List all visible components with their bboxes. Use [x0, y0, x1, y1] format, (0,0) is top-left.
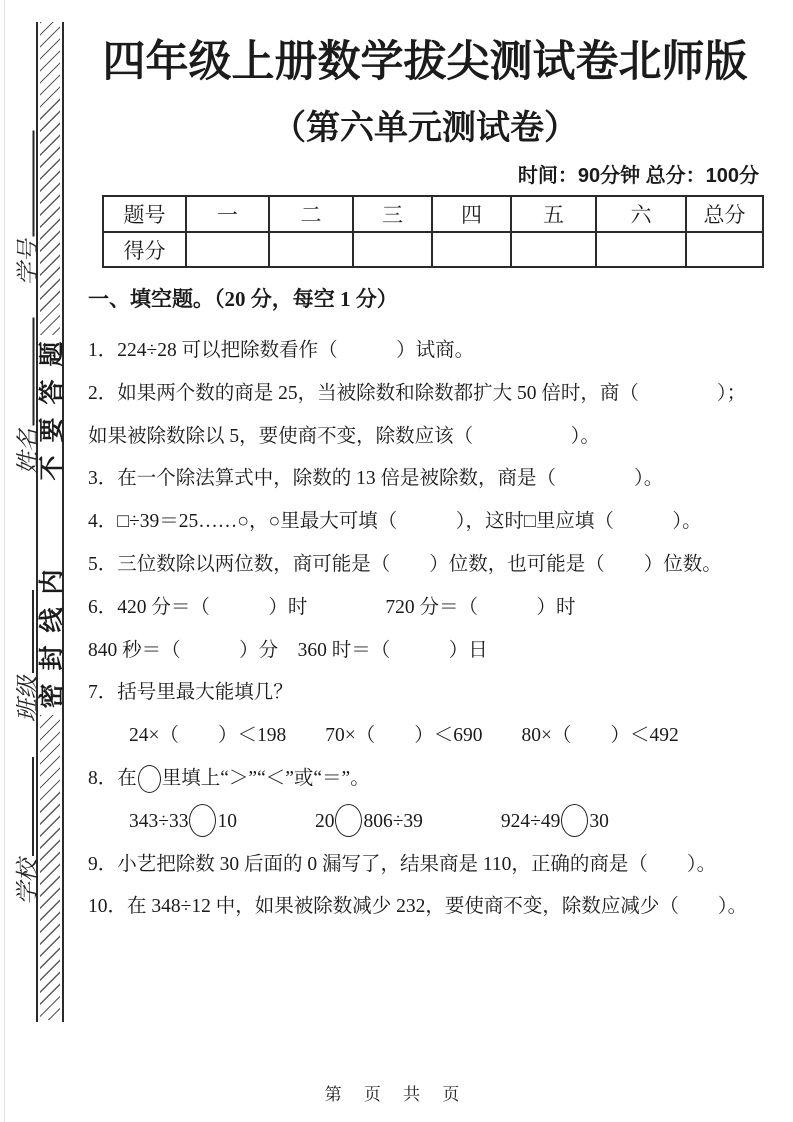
- question-1: 1．224÷28 可以把除数看作（ ）试商。: [88, 340, 475, 361]
- class-blank-line: [17, 590, 34, 673]
- question-2-line1: 2．如果两个数的商是 25，当被除数和除数都扩大 50 倍时，商（ ）；: [88, 382, 747, 404]
- question-8-exercises: [88, 801, 788, 844]
- school-field: [11, 757, 39, 905]
- q8-expression: 10 20: [217, 810, 335, 832]
- comparison-circle-icon: [189, 804, 216, 837]
- q8-expression: 30: [589, 810, 609, 832]
- question-5: 5．三位数除以两位数，商可能是（ ）位数，也可能是（ ）位数。: [88, 553, 722, 575]
- score-table-header-cell: 二: [269, 196, 353, 232]
- question-8-text-post: 里填上“＞”“＜”或“＝”。: [161, 767, 370, 789]
- school-label: 学校: [14, 859, 40, 905]
- name-blank-line: [17, 318, 34, 426]
- student-number-blank-line: [17, 131, 34, 237]
- page-number-footer: 第 页 共 页: [324, 1085, 469, 1104]
- score-table: [102, 195, 764, 268]
- score-table-header-cell: 五: [511, 196, 596, 232]
- seal-hatch-bottom: [40, 715, 60, 1020]
- question-7: 7．括号里最大能填几？: [88, 682, 293, 704]
- score-table-score-row: [103, 232, 763, 267]
- seal-char: 内: [39, 569, 66, 595]
- seal-char: 要: [39, 417, 66, 443]
- score-table-header-row: [103, 196, 763, 232]
- question-8-text-pre: 8．在: [88, 767, 137, 789]
- score-cell-empty: [186, 232, 269, 267]
- name-label: 姓名: [15, 428, 40, 475]
- score-cell-empty: [686, 232, 763, 267]
- question-2-line2: 如果被除数除以 5，要使商不变，除数应该（ ）。: [88, 425, 600, 447]
- time-and-score-info: 时间：90分钟 总分：100分: [517, 165, 759, 187]
- page-subtitle: （第六单元测试卷）: [272, 109, 578, 147]
- seal-char: 密: [39, 683, 66, 709]
- section-1-title: 一、填空题。（20 分，每空 1 分）: [88, 287, 398, 311]
- score-cell-empty: [432, 232, 511, 267]
- q8-expression: 806÷39 924÷49: [363, 810, 561, 832]
- score-cell-empty: [269, 232, 353, 267]
- scan-edge-line: [4, 0, 5, 1122]
- score-cell-empty: [596, 232, 686, 267]
- question-9: 9．小艺把除数 30 后面的 0 漏写了，结果商是 110，正确的商是（ ）。: [88, 853, 717, 875]
- comparison-circle-icon: [335, 804, 362, 837]
- class-field: [11, 590, 39, 722]
- seal-hatch-top: [40, 22, 60, 335]
- seal-phrase-column: [38, 335, 66, 715]
- score-table-header-cell: 一: [186, 196, 269, 232]
- student-number-label: 学号: [15, 239, 40, 286]
- seal-char: 线: [39, 607, 66, 633]
- score-table-header-cell: 六: [596, 196, 686, 232]
- score-row-label: 得分: [103, 232, 186, 267]
- fill-in-blank-questions: [88, 330, 788, 929]
- seal-char: 题: [39, 341, 66, 367]
- name-field: [12, 318, 40, 475]
- seal-char: 不: [39, 455, 66, 481]
- score-table-header-cell: 总分: [686, 196, 763, 232]
- question-8: [88, 758, 788, 801]
- score-table-header-cell: 题号: [103, 196, 186, 232]
- page-title: 四年级上册数学拔尖测试卷北师版: [102, 38, 748, 86]
- comparison-circle-icon: [561, 804, 588, 837]
- score-table-header-cell: 三: [353, 196, 432, 232]
- question-6-line2: 840 秒＝（ ）分 360 时＝（ ）日: [88, 639, 488, 661]
- class-label: 班级: [14, 676, 40, 722]
- question-6-line1: 6．420 分＝（ ）时 720 分＝（ ）时: [88, 596, 576, 618]
- comparison-circle-icon: [138, 765, 161, 793]
- question-10: 10．在 348÷12 中，如果被除数减少 232，要使商不变，除数应减少（ ）。: [88, 896, 748, 918]
- score-cell-empty: [353, 232, 432, 267]
- school-blank-line: [17, 757, 34, 856]
- score-table-header-cell: 四: [432, 196, 511, 232]
- question-7-exercises: 24×（ ）＜198 70×（ ）＜690 80×（ ）＜492: [129, 725, 679, 747]
- question-4: 4．□÷39＝25……○，○里最大可填（ ），这时□里应填（ ）。: [88, 511, 702, 533]
- question-3: 3．在一个除法算式中，除数的 13 倍是被除数，商是（ ）。: [88, 468, 664, 490]
- seal-char: 答: [39, 379, 66, 405]
- student-number-field: [12, 131, 40, 286]
- seal-char: 封: [39, 645, 66, 671]
- score-cell-empty: [511, 232, 596, 267]
- q8-expression: 343÷33: [129, 810, 189, 832]
